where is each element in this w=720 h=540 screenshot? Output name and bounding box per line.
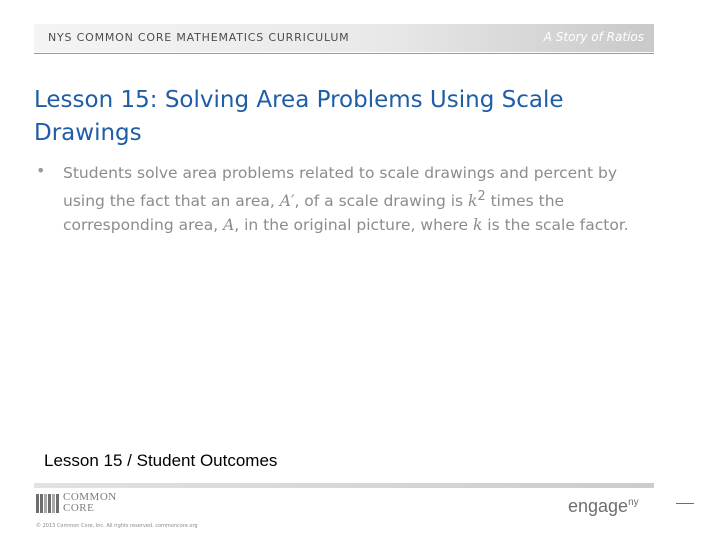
copyright-notice: © 2013 Common Core, Inc. All rights reserved. commoncore.org — [36, 523, 198, 529]
curriculum-label: NYS COMMON CORE MATHEMATICS CURRICULUM — [48, 31, 350, 44]
logo-bar — [36, 494, 39, 513]
logo-bar — [56, 494, 59, 513]
header-divider — [34, 53, 654, 54]
exponent: 2 — [477, 189, 486, 204]
module-label: A Story of Ratios — [543, 30, 644, 44]
footer-dash — [676, 503, 694, 504]
logo-bar — [44, 494, 47, 513]
engage-ny-logo — [568, 496, 639, 517]
logo-bar — [48, 494, 51, 513]
brand-superscript: ny — [628, 497, 639, 508]
outcome-text-part: , in the original picture, where — [234, 216, 473, 235]
logo-line-1: COMMON — [63, 491, 117, 503]
bullet-marker: • — [36, 161, 46, 180]
outcome-text-part: Students solve area problems related to scale drawings and percent by using the fact that an area, — [63, 164, 618, 211]
variable-a-prime: A′ — [279, 192, 295, 211]
outcome-text-part: times the corresponding area, — [63, 192, 565, 235]
variable-a: A — [223, 216, 235, 235]
outcome-text — [63, 161, 663, 237]
variable-k: k — [472, 216, 483, 235]
logo-bar — [52, 494, 55, 513]
slide-caption: Lesson 15 / Student Outcomes — [44, 451, 278, 470]
outcome-text-part: is the scale factor. — [482, 216, 629, 235]
logo-bar — [40, 494, 43, 513]
variable-k: k — [468, 192, 478, 211]
logo-line-2: CORE — [63, 502, 95, 514]
outcome-text-part: , of a scale drawing is — [294, 192, 469, 211]
common-core-logo-text — [63, 492, 117, 514]
brand-text: engage — [568, 496, 629, 516]
title-line-1: Lesson 15: Solving Area Problems Using Scale — [34, 87, 564, 113]
footer-bar — [34, 483, 654, 488]
page-title — [34, 84, 674, 150]
title-line-2: Drawings — [34, 120, 142, 146]
